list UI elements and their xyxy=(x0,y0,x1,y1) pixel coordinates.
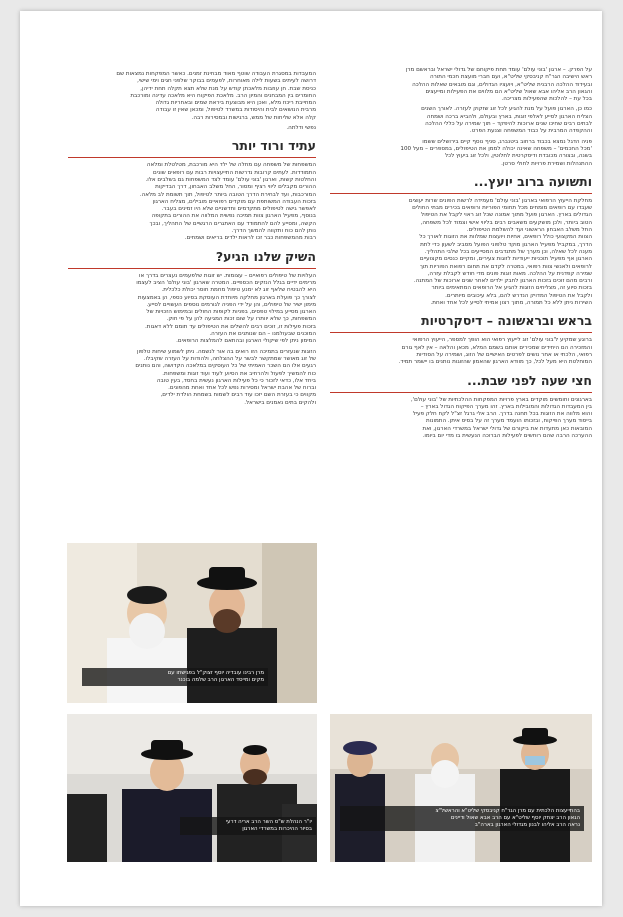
text-line: 'מכל החכמים' – משפחה שאינה יכולה לממן את הטיפולים, במספרים – מעל 100 xyxy=(400,145,592,152)
text-line: ולקבל את הטיפול המדויק הנדרש להם, בלא עיכובים מיותרים. xyxy=(445,292,592,299)
text-line: הארגון אף מפעיל תוכניות ייעודיות לזוגות צעירים, ומקיים כנסים מקצועיים xyxy=(419,256,592,263)
text-line: ראש הישיבה הגר"ח קניבסקי שליט"א, ועם חברי מועצת חכמי התורה xyxy=(429,74,592,81)
text-line: פניה הדגל נמצא בכבוד ברחוב ביטנברג, סניף נוסף קיים בירושלים ששמו xyxy=(422,138,592,145)
text-line: הזוגות שנעזרים בתמיכה הזו רואים בה אור לנשמה. ניתן לשמוע שיחות טלפון xyxy=(136,348,316,355)
text-line: העלויות של טיפולים רפואיים – עצומות. יש זוגות שלפעמים נעצרים בדרך או xyxy=(138,272,316,279)
text-line: מימון ישיר של טיפולים, והן על ידי הפניה לגורמים נוספים העשויים לסייע. xyxy=(146,301,316,308)
closing-text: נפשי ודלתה. xyxy=(286,125,316,132)
text-line: מרימים ידיים בגלל הנזקים הכספיים. המטרה שארגון 'בוני עולם' הציב לעצמו xyxy=(136,279,316,286)
text-line: הקשה, ומסייע להם להתמודד עם האתגרים הרגשיים של התהליך, ובכך xyxy=(149,220,316,227)
photo-illustration xyxy=(67,714,317,862)
text-line: על הפרק. – ארגון 'בוני עולם' עומד תחת פיקוחם של גדולי ישראל ובראשם מרן xyxy=(405,67,592,73)
text-line: השירות ניתן ללא כל תמורה, מתוך רצון אמיתי לסייע לכל אחד ואחת. xyxy=(430,300,592,307)
section-heading: בראש ובראשונה – דיסקרטיות xyxy=(421,313,592,329)
caption-line: בסיור ההיכרות במשרדי הארגון xyxy=(242,826,312,832)
caption-line: יו"ר הנהלת ש"ס השר הרב אריה דרעי xyxy=(225,819,312,825)
section-heading: עתיד ורוד יותר xyxy=(231,138,316,154)
section-heading: ותשועה ברוב יועץ... xyxy=(473,173,592,189)
text-line: רגעים אלו הם השכר האמיתי של כל העוסקים במלאכה הקדושה, והם נותנים xyxy=(135,363,316,370)
text-line: ורבים מהם זוכים בזכות הארגון לחבק ילדים לאחר שנים ארוכות של המתנה. xyxy=(413,278,592,285)
text-line: הצליח הארגון לסייע לאלפי זוגות, בארץ ובעולם, ולהביא ברכה ושמחה xyxy=(426,113,592,120)
text-line: בנוסף, מפעיל הארגון צוות תמיכה נפשית המלווה את ההורים בתקופה xyxy=(151,213,316,220)
text-line: קלה אלא שליחות של ממש, ברגישות ובמסירות רבה. xyxy=(191,114,316,121)
text-line: ביחד אלו, כדאי לזכור כי כל פעילות הארגון נעשית בחסד, בעין טובה xyxy=(156,377,316,384)
heading-rule xyxy=(330,332,592,333)
heading-rule xyxy=(330,193,592,194)
text-line: בזכות סיוע זה, מצליחים הזוגות להגיע אל הרופאים המתאימים ביותר xyxy=(431,285,592,292)
text-line: ברוגע שמקיע ל'בוני עולם' זוג לייעוץ רפואי הוא הופך למספר, הייעוץ הרפואי xyxy=(412,337,592,344)
right-intro-paragraph xyxy=(330,67,592,103)
right-section-1 xyxy=(330,198,592,307)
text-line: המורכבות, ועד לבחירת הדרך הטובה ביותר לטיפול, תוך תשומת לב מלאה. xyxy=(139,191,316,198)
text-line: ההתנהלות ושמירת פרויות לחולי סרטן. xyxy=(501,160,592,167)
text-line: ולהקים בתים נאמנים בישראל. xyxy=(244,399,316,406)
text-line: מחלקת הייעוץ הרפואי בארגון 'בוני עולם' מעמידה לרשות הפונים שרות יעוצים xyxy=(408,197,592,204)
text-line: נותן להם כוח ותקווה להמשך הדרך. xyxy=(231,228,316,235)
text-line: בייסוד מערך הפיקוח, ובזכותו הועמד מערך זה על בסיס איתן. התמונות xyxy=(426,418,592,425)
text-line: המימון ניתן לפי שיקולי הארגון ובהתאם להמלצות הרופאים. xyxy=(176,338,316,345)
text-line: לרופאים ולאנשי צוות רפואי, במטרה לקדם את תחום רפואת הפוריות תוך xyxy=(419,263,592,270)
left-section-2b xyxy=(68,349,316,407)
right-section-3 xyxy=(330,397,592,441)
text-line: המעבדות במסגרת העבודה שוטף מאוד מבחינת זמנים. כאשר המפקחות נמצאות שם xyxy=(116,71,316,77)
text-line: וההקפדה המרבית על כבוד המשפחה וצנעת הפרט. xyxy=(469,128,592,135)
text-line: והחלטות קשות, וארגון 'בוני עולם' עומד לצד המשפחות גם בשלבים אלו. xyxy=(145,176,316,183)
text-line: כמו כן, הארגון פועל על מנת להגיע לכל זוג שזקוק לעזרה. לאורך השנים xyxy=(421,106,592,113)
text-line: בארגונים וחומשים מוקדים בארץ פרויות המפקחות ההלכתיות של 'בוני עולם', xyxy=(410,396,592,403)
text-line: הדרך, במקביל מפעיל הארגון מוקד טלפוני הפועל מסביב לשעון כדי לתת xyxy=(420,241,592,248)
caption-line: נראה הרב אליהו לבנון מגדולי הארגון בארה"ב xyxy=(474,822,580,828)
text-line: וברוח של אהבת ישראל ומסירות נפש לכל אחד ואחת מהפונים. xyxy=(168,385,316,392)
text-line: המשפחות של משפחה עם מחלה של ילד היא מורכבת, מטלטלת ומלאה xyxy=(146,162,316,169)
text-line: המוכנים שבעולמנו – הם שנותנים את העזרה. xyxy=(209,331,316,338)
text-line: שעבדו עם רופאים מומחים מכל תחומי הפוריות ורופאים בכירים מבתי החולים xyxy=(412,205,592,212)
photo-illustration xyxy=(330,714,592,862)
right-section-2 xyxy=(330,337,592,366)
left-column xyxy=(68,71,316,410)
text-line: מענה לכל שאלה, וכן מערך של מתנדבים המסייעים בכל שלבי התהליך. xyxy=(424,248,592,255)
text-line: הגדולים בארץ. הארגון פועל מתוך אמונה שכל זוג ראוי לקבל את הטיפול xyxy=(421,212,592,219)
text-line: רבות מהמשפחות כבר זכו לראות ילדים בריאים ושמחים. xyxy=(184,235,316,242)
text-line: רפואי, הלכתי או אחר נושים לפרטים האישיים של הזוג, ושמירה על הסודיות xyxy=(416,351,592,358)
text-line: לאפשר גישה לטיפולים מתקדמים וחדשניים שלא היו זמינים בעבר. xyxy=(161,206,316,213)
right-paragraph-2 xyxy=(330,106,592,135)
text-line: הארגון מסייע במילוי טפסים, בפניות לקופות החולים ובמימוש הזכויות של xyxy=(146,309,316,316)
caption-line: מקים ומייסד הארגון הרב שלמה בוכנר xyxy=(177,677,264,683)
text-line: החומרים בין המבחנים והמיון הרב. מלאכת הפיקוח היא מלאכה עדינה ומורכבת xyxy=(130,92,316,99)
text-line: המוחלטת היא מעל לכל, כך מוודא הארגון שהאמון שהזוגות נותנים בו יישמר תמיד. xyxy=(398,359,592,366)
photo-minister-visit xyxy=(67,714,317,862)
caption-line: הגאון הרב יצחק יוסף שליט"א עם הרב אבא שאול ודיינים xyxy=(450,815,580,821)
text-line: לצורך כך פועלת בארגון מחלקה מיוחדת העוסקת בסיוע כספי, הן באמצעות xyxy=(137,294,316,301)
left-intro-paragraph xyxy=(68,71,316,122)
text-line: מקווים כי בעזרת השם יזכו עוד רבים לשמוח בשמחת הולדת ילדים, xyxy=(160,392,316,399)
text-line: המשפחות, כך שלא יוותרו על שום זכות המגיעה להן על פי חוק. xyxy=(166,316,316,323)
text-line: בין המעבדות הגדולות והמובילות בארץ. זהו מערך הפיקוח הגדול בארץ – xyxy=(420,403,592,410)
text-line: ההורים מקבלים ליווי רציף ומסור, החל משלב האבחון, דרך הבדיקות xyxy=(155,184,316,191)
text-line: כוח להמשיך לפעול ולהרחיב את הסיוע לעוד ועוד זוגות ומשפחות. xyxy=(162,370,316,377)
text-line: היא להבטיח שלאף זוג לא ימנע טיפול מחמת חוסר יכולת כלכלית. xyxy=(161,287,316,294)
text-line: כניסת שבת. חן עוזבות מלאכתן קודש על מנת שלא תצא תקלה תחת ידיהן, xyxy=(140,85,316,92)
text-line: ובעידוד ההלכה הרבנית שליט"א, ויועציו הגדולים, וגם מובאים שאלות ההלכה xyxy=(412,81,592,88)
magazine-page xyxy=(20,11,602,906)
text-line: ההערכה הרבה שהם רוחשים לפעילות הברוכה הנעשית בו מדי יום ביומו. xyxy=(422,432,592,439)
text-line: והמזכירה הם היחידים שמכירים אותם בשמם המלא, מכאן והלאה – אין לאף גורם xyxy=(401,344,592,351)
text-line: הצוות המקצועי כולל רופאים, אחיות ויועצות שמלוות את הזוגות לאורך כל xyxy=(419,234,592,241)
right-column xyxy=(330,67,592,443)
text-line: של זוג מאושר שמתקשר לבשר על ההצלחה, ולהודות על העזרה שקיבלו. xyxy=(143,355,316,362)
text-line: הטוב ביותר, ולכן מושקעים משאבים רבים בליווי אישי וצמוד לכל משפחה, xyxy=(420,219,592,226)
text-line: בכל עת – להלכות שהפעילות מצריכה. xyxy=(501,96,592,103)
heading-rule xyxy=(330,392,592,393)
text-line: בזכות פעילות זו, זוכים רבים להשלים את הטיפולים עד תומם ללא דאגות. xyxy=(145,323,316,330)
left-section-2 xyxy=(68,273,316,346)
right-paragraph-3 xyxy=(330,139,592,168)
text-line: דרושה לעיתים בשעות לילה מאוחרות, לפעמים בבוקר שלפני חגים וימי שישי, xyxy=(137,78,316,85)
text-line: החל משלב האבחון הראשוני ועד להשלמת הטיפולים. xyxy=(466,227,592,234)
text-line: בשנה, ובצורה מכובדת ודיסקרטית לחלוטין, ולכל זוג ביעוץ לכל xyxy=(444,153,592,160)
section-heading: השיק שלנו הגיע? xyxy=(215,248,316,264)
photo-caption-bottom-left xyxy=(180,817,316,835)
heading-rule xyxy=(68,157,316,158)
text-line: המחייבת ריכוז מלא, ואכן היא מבוצעת ביראת שמים ובאחריות גדולה xyxy=(155,100,316,107)
text-line: המובאות כאן מתעדות את ביקורם של גדולי ישראל במשרדי הארגון, ואת xyxy=(422,425,592,432)
heading-rule xyxy=(68,268,316,269)
text-line: מרבית הנושאים לבית והיסודות במשרד לטיפול, ומכאן שאין זו עבודה xyxy=(155,107,316,114)
caption-line: בהתייעצות הלכתית עם מרן הגר"ח קניבסקי שליט"א והראשל"צ xyxy=(435,808,580,814)
text-line: לבתים רבים שחיכו שנים ארוכות להיפקד – תוך שמירה על כללי ההלכה xyxy=(425,121,592,128)
left-section-1 xyxy=(68,162,316,242)
text-line: שמירה קפדנית על ההלכה. מאות זוגות פונים מדי חודש לקבלת עזרה, xyxy=(427,270,592,277)
photo-halachic-consultation xyxy=(330,714,592,862)
photo-caption-bottom-right xyxy=(340,806,584,831)
photo-caption-top-left xyxy=(82,668,268,686)
text-line: התמודדות. לעתים קרובות נדרשות התייעצויות רבות עם רופאים שונים xyxy=(153,169,316,176)
text-line: והוא מלווה את הזוגות בכל תחנה בדרך. הרב אלי גרגל זצ"ל לקח חלק פעיל xyxy=(412,411,592,418)
text-line: בזכות העבודה המשותפת עם מוקדים רפואיים מובילים, מצליח הארגון xyxy=(152,198,316,205)
section-heading: חצי שעה לפני שבת... xyxy=(467,372,592,388)
text-line: והגאון הרב אליהו אבא שאול שליט"א הם מלווים את הפעילות ומייעצים xyxy=(425,88,592,95)
caption-line: מרן רבינו עובדיה יוסף זצוק"ל בפגישתו עם xyxy=(167,670,264,676)
